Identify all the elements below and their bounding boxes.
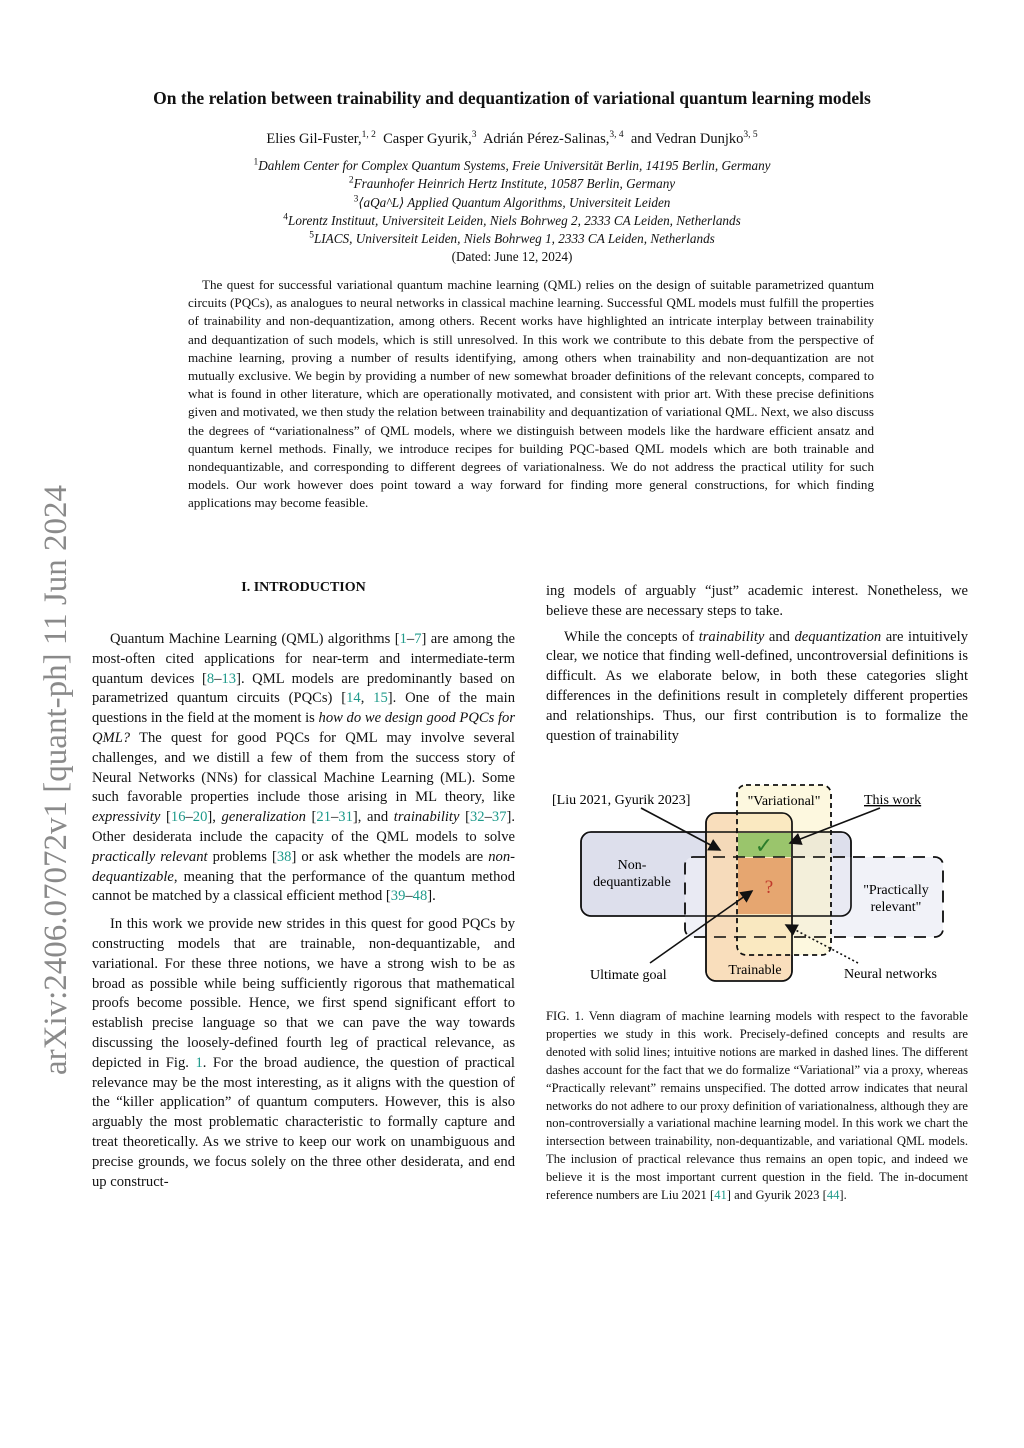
label-trainable: Trainable [728, 963, 782, 978]
citation-link[interactable]: 20 [192, 809, 208, 826]
text-run: ] and Gyurik 2023 [ [726, 1188, 827, 1203]
citation-link[interactable]: 39 [390, 888, 406, 905]
check-mark: ✓ [754, 833, 774, 858]
citation-link[interactable]: 44 [826, 1188, 840, 1203]
paragraph [92, 630, 515, 907]
text-run: ]. [839, 1188, 847, 1203]
emphasis: dequantization [794, 628, 882, 645]
affiliation: $^2$Fraunhofer Heinrich Hertz Institute, 10587 Berlin, Germany [348, 175, 676, 192]
text-run: – [185, 809, 193, 826]
emphasis: generalization [221, 809, 306, 826]
citation-link[interactable]: 31 [338, 809, 353, 826]
text-run: and [764, 628, 795, 645]
text-run: – [405, 888, 413, 905]
citation-link[interactable]: 16 [170, 809, 186, 826]
citation-link[interactable]: 38 [276, 848, 292, 865]
text-run: [ [160, 809, 171, 826]
text-run: ], [207, 809, 222, 826]
text-run: ing models of arguably “just” academic interest. Nonetheless, we believe these are necessary steps to take. [546, 583, 968, 619]
label-prior-work: [Liu 2021, Gyurik 2023] [552, 793, 691, 808]
emphasis: trainability [393, 809, 460, 826]
paper-title: On the relation between trainability and dequantization of variational quantum learning models [153, 88, 871, 108]
text-run: ] or ask whether the models are [291, 848, 489, 865]
label-neural-networks: Neural networks [844, 967, 937, 982]
text-run: [ [459, 809, 470, 826]
figure-caption [546, 1008, 968, 1205]
label-ultimate-goal: Ultimate goal [590, 968, 667, 983]
text-run: – [214, 670, 222, 687]
citation-link[interactable]: 13 [221, 670, 237, 687]
author-list [60, 131, 964, 148]
text-run: , [360, 690, 374, 707]
text-run: are intuitively clear, we notice that finding well-defined, uncontroversial definitions is difficult. As we elaborate below, in both these categories slight differences in the definitions result in completely different properties and relationships. Thus, our first contribution is to formalize the question of trainability [546, 628, 969, 744]
citation-link[interactable]: 37 [491, 809, 507, 826]
text-run: , meaning that the performance of the quantum method cannot be matched by a classical efficient method [ [92, 868, 515, 905]
affiliation: $^4$Lorentz Instituut, Universiteit Leiden, Niels Bohrweg 2, 2333 CA Leiden, Netherlands [283, 212, 741, 228]
text-run: – [484, 809, 492, 826]
emphasis: trainability [698, 628, 765, 645]
citation-link[interactable]: 7 [414, 631, 422, 647]
text-run: problems [ [207, 848, 277, 865]
text-run: [ [305, 809, 317, 826]
author: and Vedran Dunjko$^{3, 5}$ [630, 130, 758, 147]
text-run: ]. One of the main questions in the field at the moment is [92, 690, 515, 727]
text-run: The quest for good PQCs for QML may involve several challenges, and we distill a few of them from the success story of Neural Networks (NNs) for classical Machine Learning (ML). Some such favorable properties include those arising in ML theory, like [92, 729, 515, 806]
emphasis: non-dequantizable [92, 848, 515, 885]
emphasis: how do we design good PQCs for QML? [92, 710, 516, 746]
affiliation: $^5$LIACS, Universiteit Leiden, Niels Bohrweg 1, 2333 CA Leiden, Netherlands [309, 230, 715, 247]
author: Casper Gyurik,$^3$ [383, 130, 477, 147]
paragraph [546, 628, 968, 747]
citation-link[interactable]: 41 [714, 1188, 727, 1203]
dated-line: (Dated: June 12, 2024) [451, 249, 573, 265]
text-run: While the concepts of [564, 628, 699, 645]
text-run: – [406, 631, 415, 647]
text-run: ]. Other desiderata include the capacity of the QML models to solve [92, 809, 515, 845]
text-run: ]. [427, 888, 436, 905]
text-run: FIG. 1. Venn diagram of machine learning models with respect to the favorable properties we study in this work. Precisely-defined concepts and results are denoted with solid lines; intuitive notions are marked in dashed lines. The different dashes account for the fact that we do formalize “Variational” via a proxy, whereas “Practically relevant” remains unspecified. The dotted arrow indicates that neural networks do not adhere to our proxy definition of variationalness, although they are non-controversially a variational machine learning model. In this work we chart the intersection between trainability, non-dequantizable, and variational QML models. The inclusion of practical relevance thus remains an open topic, and indeed we believe it is the most important current question in the field. The in-document reference numbers are Liu 2021 [ [546, 1009, 968, 1203]
arxiv-side-stamp [8, 440, 88, 1080]
label-nondequantizable-2: dequantizable [593, 875, 671, 890]
right-column [546, 582, 968, 746]
paragraph [92, 915, 515, 1192]
text-run: ], and [352, 809, 394, 826]
citation-link[interactable]: 1 [399, 631, 407, 647]
paragraph [546, 582, 968, 622]
text-run: Quantum Machine Learning (QML) algorithms [ [110, 631, 400, 647]
label-nondequantizable-1: Non- [617, 858, 647, 873]
citation-link[interactable]: 32 [470, 809, 485, 826]
emphasis: practically relevant [92, 848, 208, 865]
citation-link[interactable]: 8 [206, 670, 215, 687]
venn-diagram [546, 775, 968, 995]
question-mark: ? [764, 877, 774, 898]
affiliation: $^1$Dahlem Center for Complex Quantum Systems, Freie Universität Berlin, 14195 Berlin, Germany [253, 157, 771, 173]
text-run: In this work we provide new strides in this quest for good PQCs by constructing models that are trainable, non-dequantizable, and variational. For these three notions, we have a strong wish to be as broad as possible while being sufficiently rigorous that mathematical proofs become possible. Hence, we first spend significant effort to establish precise language so that we can pave the way towards discussing the loosely-defined fourth leg of practical relevance, as depicted in Fig. [92, 916, 515, 1071]
text-run: ]. QML models are predominantly based on parametrized quantum circuits (PQCs) [ [92, 670, 515, 707]
label-this-work: This work [864, 793, 922, 808]
arxiv-identifier: arXiv:2406.07072v1 [quant-ph] 11 Jun 2024 [38, 485, 74, 1075]
author: Adrián Pérez-Salinas,$^{3, 4}$ [482, 130, 624, 147]
section-heading: I. INTRODUCTION [241, 580, 366, 595]
text-run: ] are among the most-often cited applications for near-term and intermediate-term quantum devices [ [92, 631, 516, 687]
left-column [92, 630, 515, 1192]
text-run: – [331, 809, 339, 826]
emphasis: expressivity [92, 809, 161, 826]
abstract: The quest for successful variational quantum machine learning (QML) relies on the design of suitable parametrized quantum circuits (PQCs), as analogues to neural networks in classical machine learning. Successful QML models must fulfill the properties of trainability and non-dequantization, among others. Recent works have highlighted an intricate interplay between trainability and dequantization of such models, which is still unresolved. In this work we contribute to this debate from the perspective of machine learning, proving a number of results identifying, among others when trainability and non-dequantization are not mutually exclusive. We begin by providing a number of new somewhat broader definitions of the relevant concepts, compared to what is found in other literature, which are operationally motivated, and consistent with prior art. With these precise definitions given and motivated, we then study the relation between trainability and dequantization of variational QML. Next, we also discuss the degrees of “variationalness” of QML models, where we distinguish between models like the hardware efficient ansatz and quantum kernel methods. Finally, we introduce recipes for building PQC-based QML models which are both trainable and nondequantizable, and corresponding to different degrees of variationalness. We do not address the practical utility for such models. Our work however does point toward a way forward for finding more general constructions, for which finding applications may become feasible. [188, 277, 874, 511]
citation-link[interactable]: 1 [195, 1054, 203, 1071]
label-variational: "Variational" [747, 794, 821, 809]
affiliation: $^3$⟨aQa^L⟩ Applied Quantum Algorithms, Universiteit Leiden [353, 194, 671, 210]
label-practical-1: "Practically [863, 883, 929, 898]
label-practical-2: relevant" [870, 900, 922, 915]
citation-link[interactable]: 15 [373, 690, 388, 707]
affiliation-list [60, 157, 964, 267]
author: Elies Gil-Fuster,$^{1, 2}$ [266, 130, 376, 147]
citation-link[interactable]: 21 [316, 809, 331, 826]
text-run: . For the broad audience, the question of practical relevance may be the most interesting, as it aligns with the question of the “killer application” of quantum computers. However, this is also arguably the most problematic characteristic to formally capture and treat theoretically. As we strive to keep our work on unambiguous and precise grounds, we focus solely on the three other desiderata, and end up construct- [92, 1054, 515, 1190]
citation-link[interactable]: 14 [346, 690, 361, 707]
citation-link[interactable]: 48 [412, 888, 428, 905]
